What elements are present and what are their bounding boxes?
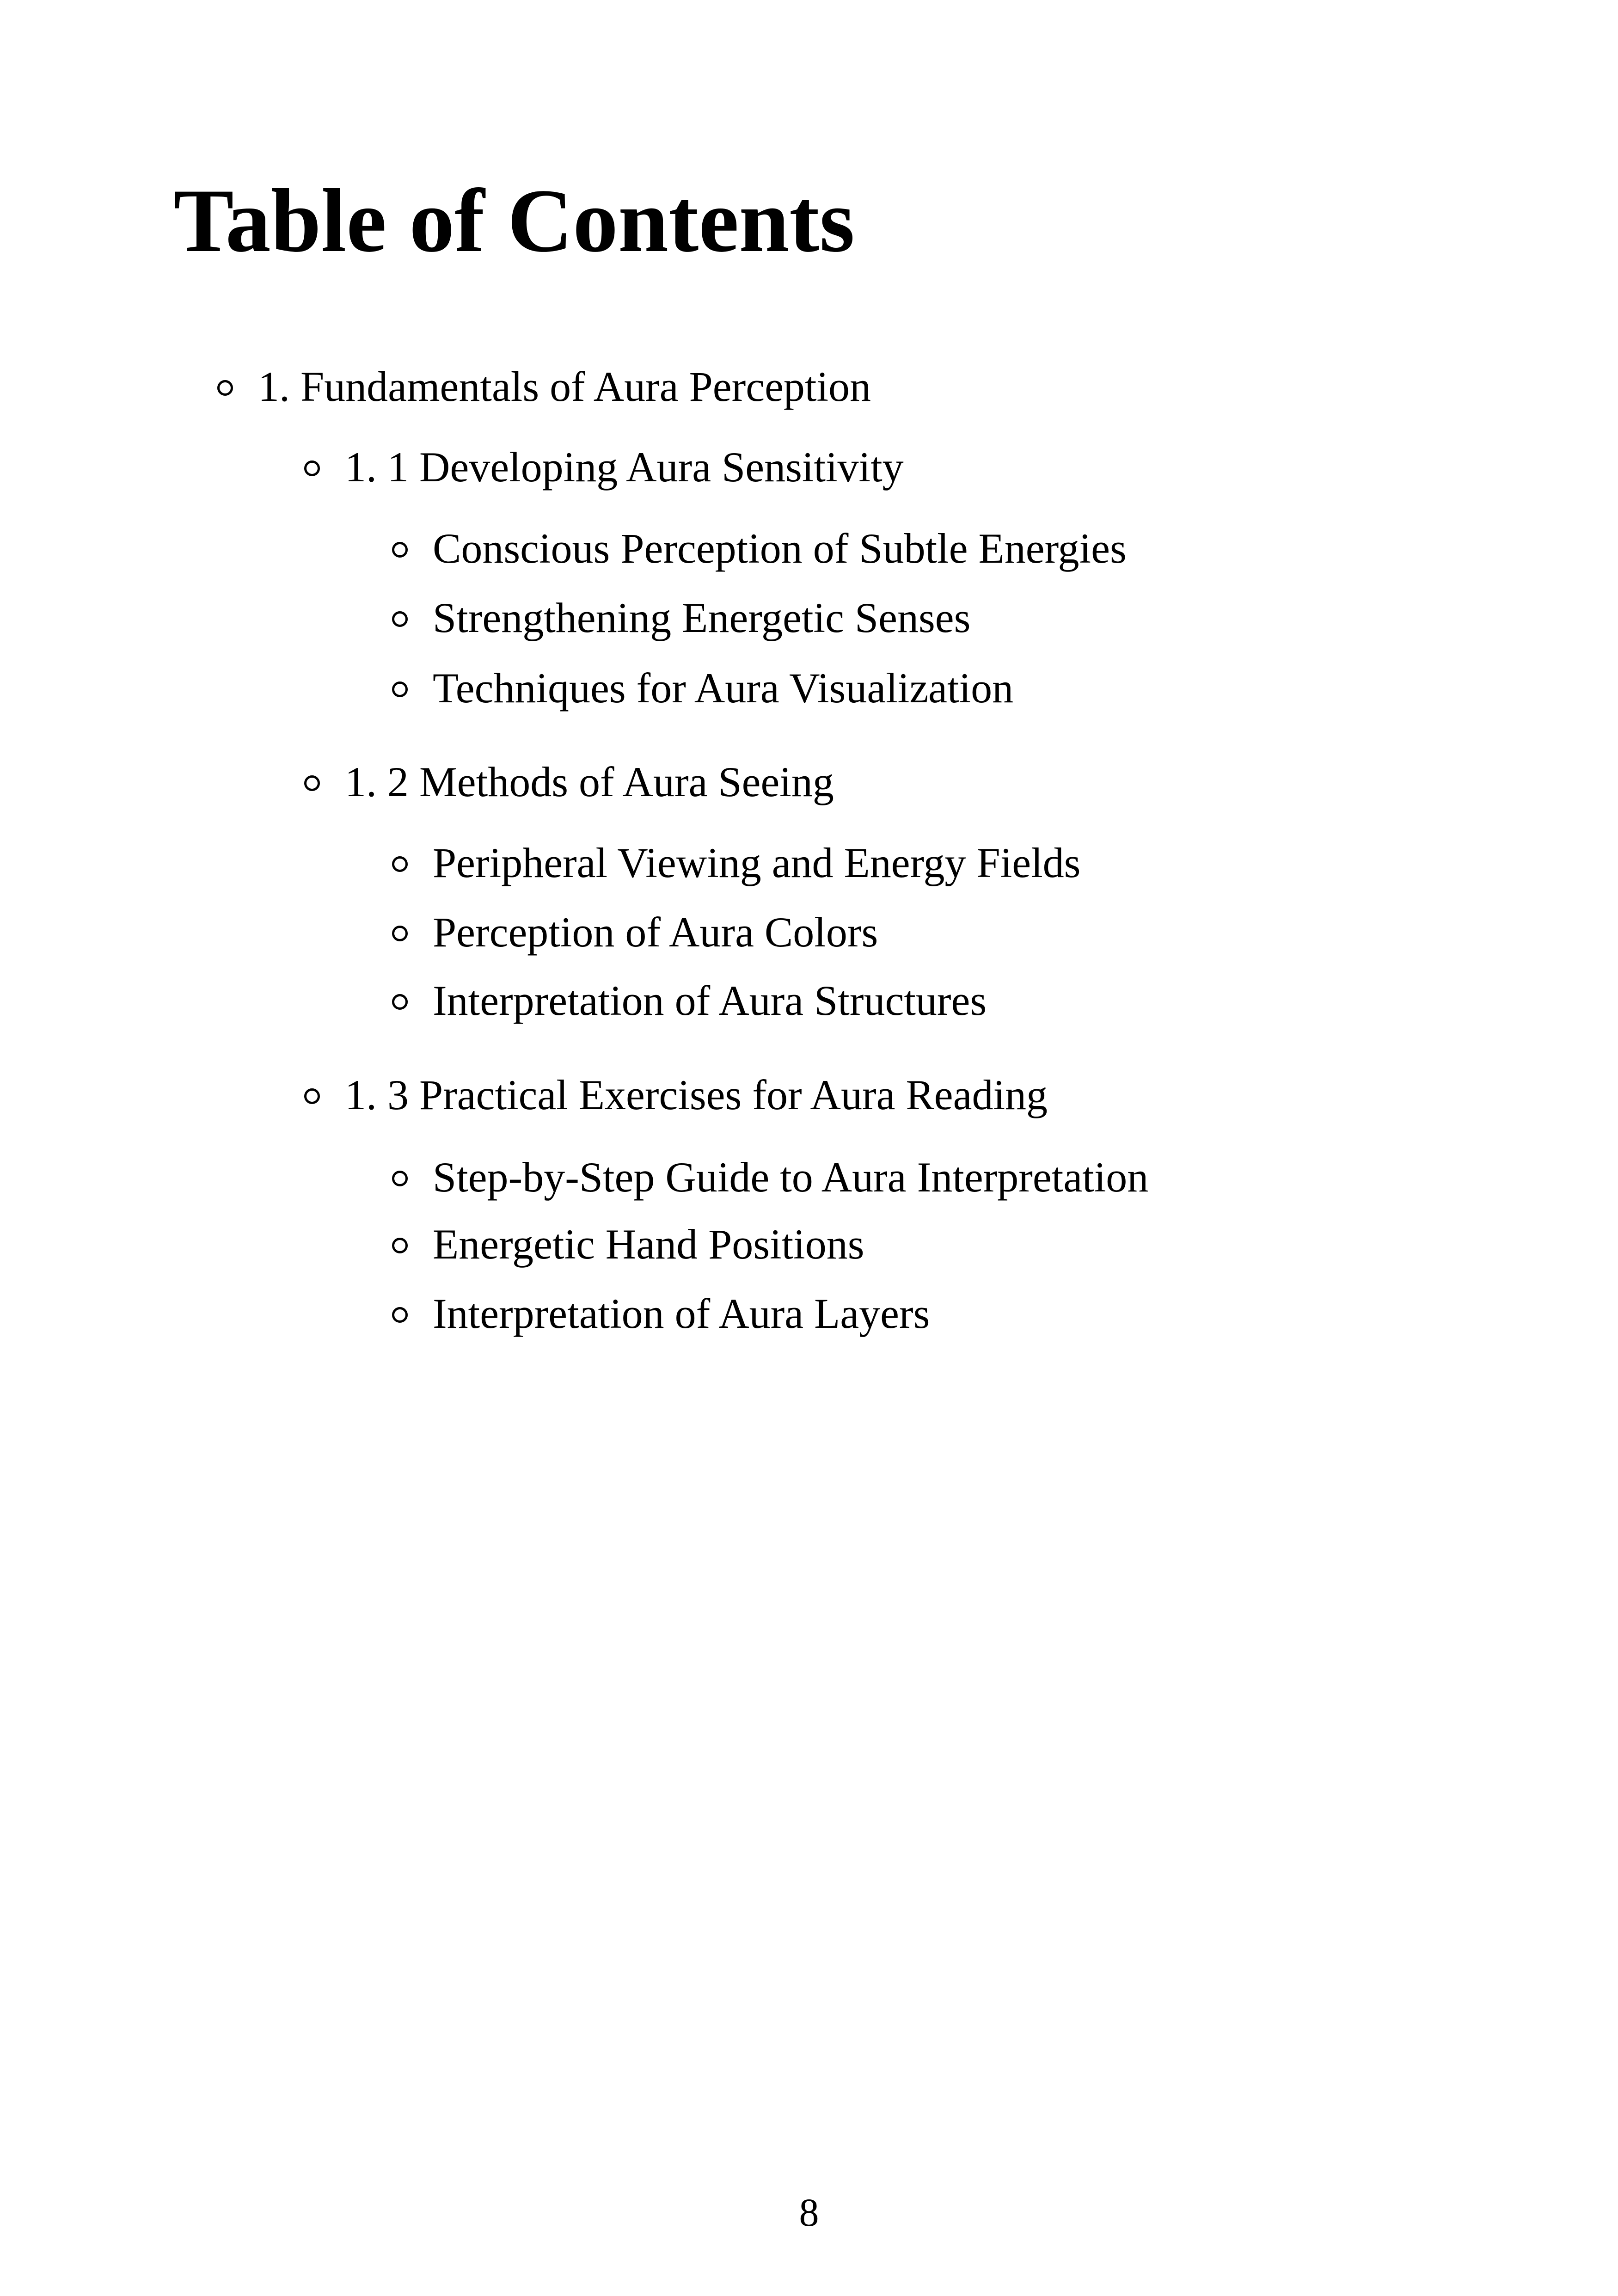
- toc-subsection[interactable]: [392, 1154, 1149, 1201]
- toc-entry-label: 1. 2 Methods of Aura Seeing: [345, 758, 834, 805]
- toc-entry-label: Strengthening Energetic Senses: [433, 594, 971, 641]
- toc-chapter-1[interactable]: [217, 365, 871, 408]
- circle-bullet-icon: [217, 380, 233, 396]
- toc-subsection[interactable]: [392, 1292, 930, 1335]
- toc-subsection[interactable]: [392, 596, 970, 639]
- circle-bullet-icon: [392, 1171, 408, 1186]
- toc-entry-label: Perception of Aura Colors: [433, 909, 878, 956]
- toc-entry-label: Step-by-Step Guide to Aura Interpretation: [433, 1154, 1149, 1201]
- toc-entry-label: 1. 3 Practical Exercises for Aura Reading: [345, 1071, 1048, 1118]
- circle-bullet-icon: [304, 1088, 320, 1104]
- circle-bullet-icon: [304, 775, 320, 791]
- circle-bullet-icon: [392, 681, 408, 697]
- page-number: 8: [799, 2190, 819, 2235]
- toc-section-1-2[interactable]: [304, 758, 834, 805]
- toc-subsection[interactable]: [392, 979, 987, 1022]
- toc-entry-label: Interpretation of Aura Structures: [433, 977, 987, 1024]
- circle-bullet-icon: [392, 542, 408, 558]
- toc-section-1-1[interactable]: [304, 443, 904, 491]
- toc-subsection[interactable]: [392, 1221, 864, 1268]
- toc-subsection[interactable]: [392, 909, 878, 956]
- toc-section-1-3[interactable]: [304, 1071, 1048, 1118]
- toc-entry-label: Energetic Hand Positions: [433, 1221, 864, 1268]
- toc-subsection[interactable]: [392, 664, 1014, 712]
- toc-entry-label: Peripheral Viewing and Energy Fields: [433, 839, 1081, 886]
- circle-bullet-icon: [392, 926, 408, 941]
- toc-entry-label: 1. 1 Developing Aura Sensitivity: [345, 443, 904, 491]
- toc-entry-label: Interpretation of Aura Layers: [433, 1290, 930, 1337]
- page-title: Table of Contents: [173, 171, 855, 271]
- circle-bullet-icon: [392, 1238, 408, 1253]
- toc-entry-label: Conscious Perception of Subtle Energies: [433, 525, 1127, 572]
- toc-subsection[interactable]: [392, 841, 1080, 884]
- circle-bullet-icon: [304, 460, 320, 476]
- toc-entry-label: 1. Fundamentals of Aura Perception: [258, 363, 871, 410]
- circle-bullet-icon: [392, 994, 408, 1010]
- toc-subsection[interactable]: [392, 527, 1127, 570]
- circle-bullet-icon: [392, 1307, 408, 1323]
- toc-entry-label: Techniques for Aura Visualization: [433, 664, 1014, 712]
- circle-bullet-icon: [392, 611, 408, 627]
- circle-bullet-icon: [392, 856, 408, 872]
